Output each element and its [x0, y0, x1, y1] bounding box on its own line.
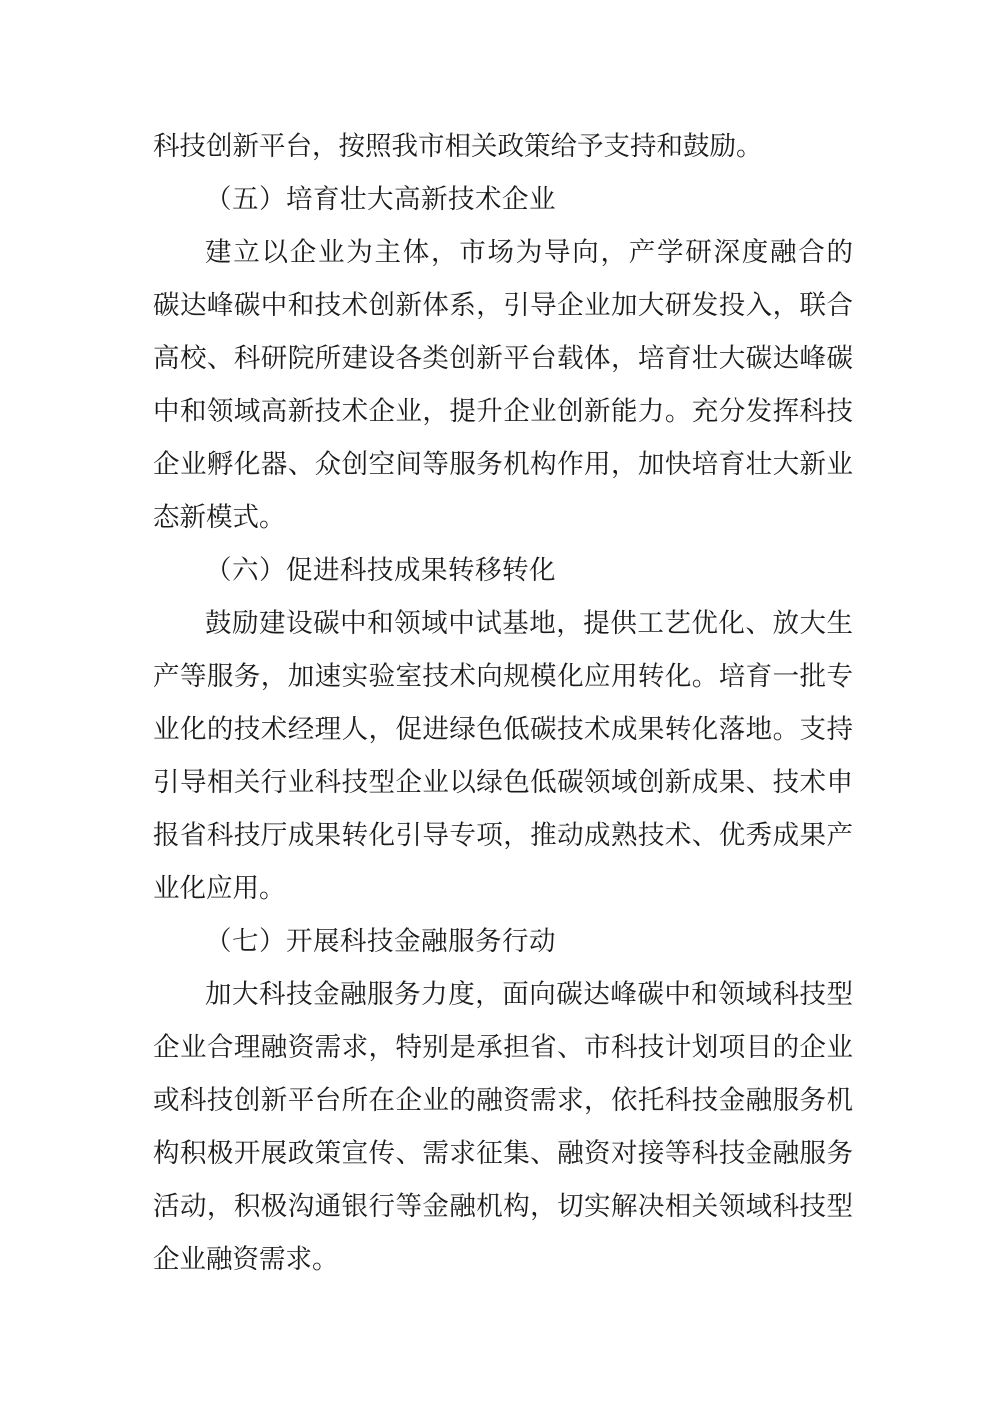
section-heading-7: （七）开展科技金融服务行动	[205, 926, 556, 957]
paragraph-line: 活动，积极沟通银行等金融机构，切实解决相关领域科技型	[153, 1191, 853, 1222]
paragraph-line: 或科技创新平台所在企业的融资需求，依托科技金融服务机	[153, 1085, 853, 1116]
paragraph-line: 建立以企业为主体，市场为导向，产学研深度融合的	[205, 237, 853, 268]
paragraph-line: 企业孵化器、众创空间等服务机构作用，加快培育壮大新业	[153, 449, 853, 480]
paragraph-line: 碳达峰碳中和技术创新体系，引导企业加大研发投入，联合	[153, 290, 853, 321]
paragraph-line: 鼓励建设碳中和领域中试基地，提供工艺优化、放大生	[205, 608, 853, 639]
paragraph-line: 构积极开展政策宣传、需求征集、融资对接等科技金融服务	[153, 1138, 853, 1169]
paragraph-line: 引导相关行业科技型企业以绿色低碳领域创新成果、技术申	[153, 767, 853, 798]
paragraph-line: 产等服务，加速实验室技术向规模化应用转化。培育一批专	[153, 661, 853, 692]
paragraph-line: 中和领域高新技术企业，提升企业创新能力。充分发挥科技	[153, 396, 853, 427]
paragraph-line: 加大科技金融服务力度，面向碳达峰碳中和领域科技型	[205, 979, 853, 1010]
paragraph-line: 高校、科研院所建设各类创新平台载体，培育壮大碳达峰碳	[153, 343, 853, 374]
paragraph-line: 报省科技厅成果转化引导专项，推动成熟技术、优秀成果产	[153, 820, 853, 851]
paragraph-line: 科技创新平台，按照我市相关政策给予支持和鼓励。	[153, 131, 763, 162]
section-heading-6: （六）促进科技成果转移转化	[205, 555, 556, 586]
paragraph-line: 企业合理融资需求，特别是承担省、市科技计划项目的企业	[153, 1032, 853, 1063]
section-heading-5: （五）培育壮大高新技术企业	[205, 184, 556, 215]
paragraph-line: 企业融资需求。	[153, 1244, 339, 1275]
paragraph-line: 态新模式。	[153, 502, 286, 533]
paragraph-line: 业化的技术经理人，促进绿色低碳技术成果转化落地。支持	[153, 714, 853, 745]
paragraph-line: 业化应用。	[153, 873, 286, 904]
